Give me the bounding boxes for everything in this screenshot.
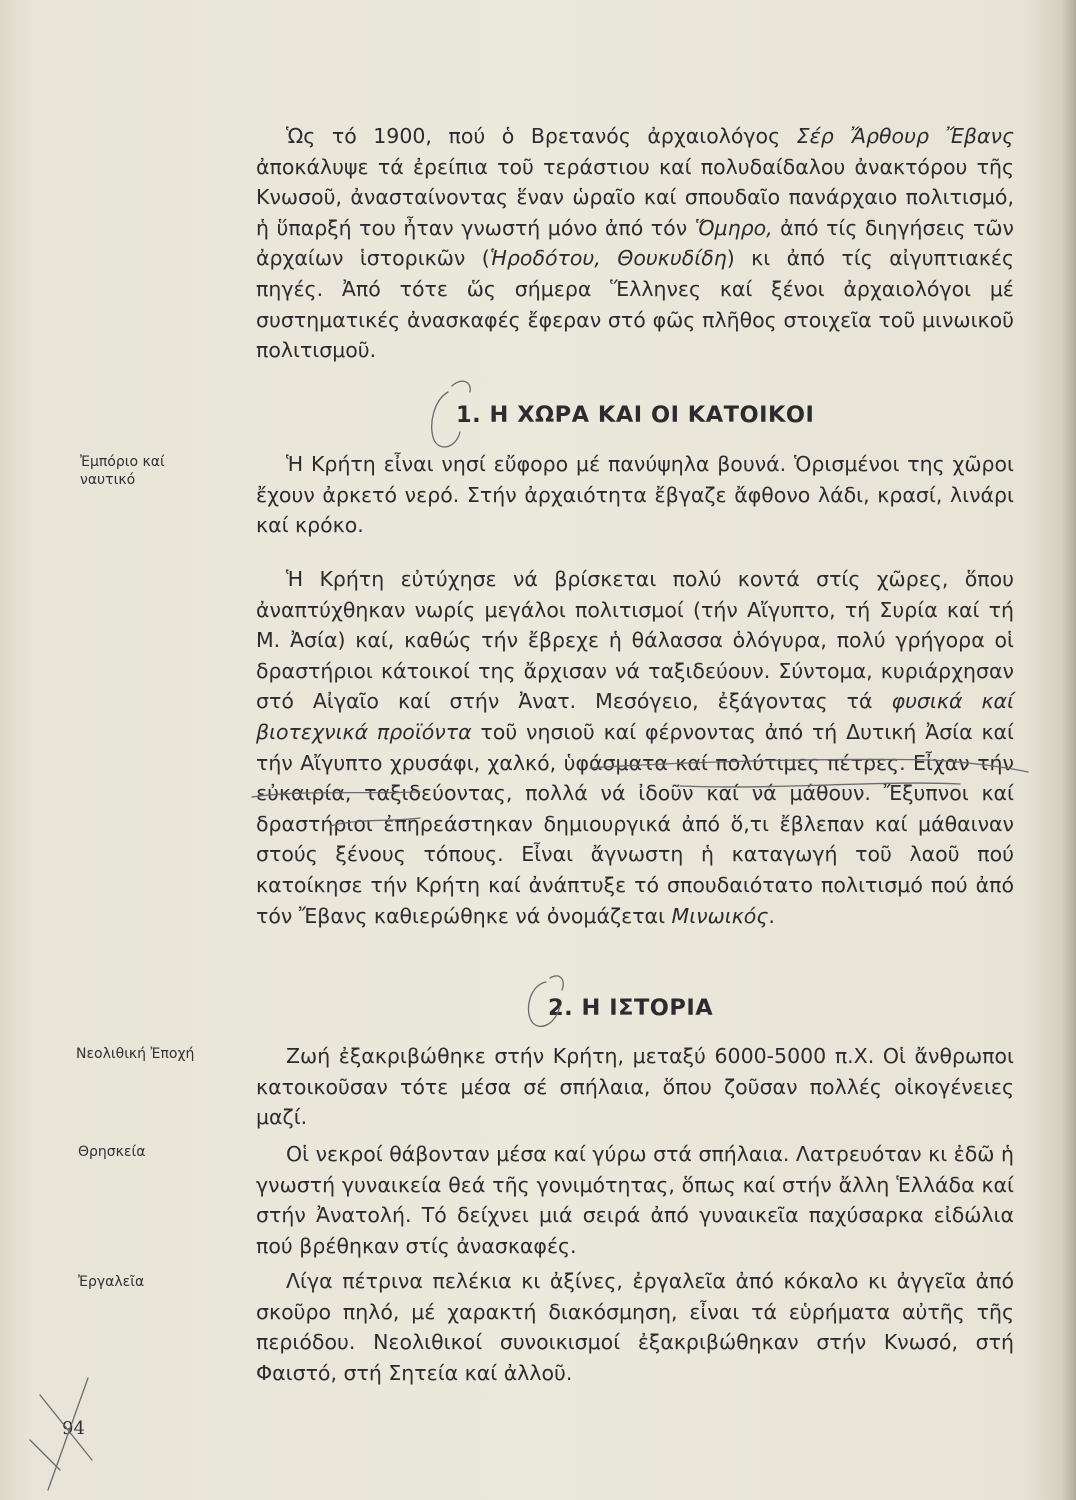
- pencil-strike-2: [680, 783, 960, 787]
- pencil-strike-1: [252, 792, 420, 797]
- section-2-paragraph-3: Λίγα πέτρινα πελέκια κι ἀξίνες, ἐργαλεῖα ἀπό κόκαλο κι ἀγγεῖα ἀπό σκοῦρο πηλό, μέ χαρακτή διακόσμηση, εἶναι τά εὑρήματα αὐτῆς τῆς περιόδου. Νεολιθικοί συνοικισμοί ἐξακριβώθηκαν στήν Κνωσό, στή Φαιστό, στή Σητεία καί ἀλλοῦ.: [256, 1269, 1014, 1385]
- section-2-heading: 2. Η ΙΣΤΟΡΙΑ: [548, 995, 714, 1021]
- margin-note-religion: Θρησκεία: [78, 1144, 146, 1160]
- section-1-heading: 1. Η ΧΩΡΑ ΚΑΙ ΟΙ ΚΑΤΟΙΚΟΙ: [456, 402, 815, 428]
- section-2-paragraph-2: Οἱ νεκροί θάβονταν μέσα καί γύρω στά σπήλαια. Λατρευόταν κι ἐδῶ ἡ γνωστή γυναικεία θεά τῆς γονιμότητας, ὅπως καί στήν ἄλλη Ἑλλάδα καί στήν Ἀνατολή. Τό δείχνει μιά σειρά ἀπό γυναικεῖα παχύσαρκα εἰδώλια πού βρέθηκαν στίς ἀνασκαφές.: [256, 1142, 1014, 1258]
- section-1-paragraph-1: Ἡ Κρήτη εἶναι νησί εὔφορο μέ πανύψηλα βουνά. Ὁρισμένοι της χῶροι ἔχουν ἀρκετό νερό. Στήν ἀρχαιότητα ἔβγαζε ἄφθονο λάδι, κρασί, λινάρι καί κρόκο.: [256, 452, 1014, 538]
- intro-name-evans: Σέρ Ἄρθουρ Ἔβανς: [796, 124, 1014, 148]
- pencil-circle-section-2: [528, 976, 563, 1026]
- pencil-x-mark: [30, 1378, 92, 1490]
- pencil-underline-1: [590, 759, 1028, 772]
- s1p2-text-3: .: [768, 903, 775, 928]
- intro-text-3: ἀπό τίς διηγήσεις τῶν ἀρχαίων ἱστορικῶν (: [256, 215, 1014, 271]
- margin-note-tools: Ἐργαλεῖα: [78, 1274, 145, 1290]
- s1p2-text-1: Ἡ Κρήτη εὐτύχησε νά βρίσκεται πολύ κοντά στίς χῶρες, ὅπου ἀναπτύχθηκαν νωρίς μεγάλοι πολιτισμοί (τήν Αἴγυπτο, τή Συρία καί τή Μ. Ἀσία) καί, καθώς τήν ἔβρεχε ἡ θάλασσα ὁλόγυρα, πολύ γρήγορα οἱ δραστήριοι κάτοικοί της ἄρχισαν νά ταξιδεύουν. Σύντομα, κυριάρχησαν στό Αἰγαῖο καί στήν Ἀνατ. Μεσόγειο, ἐξάγοντας τά: [256, 567, 1014, 714]
- s1p2-products: φυσικά καί βιοτεχνικά προϊόντα: [256, 689, 1014, 744]
- margin-note-neolithic: Νεολιθική Ἐποχή: [76, 1046, 195, 1062]
- pencil-circle-section-1: [432, 381, 471, 447]
- section-2-paragraph-1: Ζωή ἐξακριβώθηκε στήν Κρήτη, μεταξύ 6000-5000 π.Χ. Οἱ ἄνθρωποι κατοικοῦσαν τότε μέσα σέ σπήλαια, ὅπου ζοῦσαν πολλές οἰκογένειες μαζί.: [256, 1044, 1014, 1130]
- intro-names-historians: Ἡροδότου, Θουκυδίδη: [489, 246, 727, 271]
- intro-text-1: Ὡς τό 1900, πού ὁ Βρετανός ἀρχαιολόγος: [286, 124, 797, 148]
- pencil-strike-3: [330, 818, 420, 826]
- s1p2-text-2: τοῦ νησιοῦ καί φέρνοντας ἀπό τή Δυτική Ἀσία καί τήν Αἴγυπτο χρυσάφι, χαλκό, ὑφάσματα καί πολύτιμες πέτρες. Εἶχαν τήν εὐκαιρία, ταξιδεύοντας, πολλά νά ἰδοῦν καί νά μάθουν. Ἔξυπνοι καί δραστήριοι ἐπηρεάστηκαν δημιουργικά ἀπό ὅ,τι ἔβλεπαν καί μάθαιναν στούς ξένους τόπους. Εἶναι ἄγνωστη ἡ καταγωγή τοῦ λαοῦ πού κατοίκησε τήν Κρήτη καί ἀνάπτυξε τό σπουδαιότατο πολιτισμό πού ἀπό τόν Ἔβανς καθιερώθηκε νά ὀνομάζεται: [256, 719, 1014, 928]
- page-number: 94: [62, 1418, 85, 1439]
- s1p2-minoan: Μινωικός: [671, 903, 769, 928]
- intro-text-2: ἀποκάλυψε τά ἐρείπια τοῦ τεράστιου καί πολυδαίδαλου ἀνακτόρου τῆς Κνωσοῦ, ἀνασταίνοντας ἕναν ὡραῖο καί σπουδαῖο πανάρχαιο πολιτισμό, ἡ ὕπαρξή του ἦταν γνωστή μόνο ἀπό τόν: [256, 154, 1014, 240]
- intro-text-4: ) κι ἀπό τίς αἰγυπτιακές πηγές. Ἀπό τότε ὥς σήμερα Ἕλληνες καί ξένοι ἀρχαιολόγοι μέ συστηματικές ἀνασκαφές ἔφεραν στό φῶς πλῆθος στοιχεῖα τοῦ μινωικοῦ πολιτισμοῦ.: [256, 246, 1014, 363]
- margin-note-trade-line1: Ἐμπόριο καί: [80, 454, 165, 470]
- intro-name-homer: Ὅμηρο,: [694, 215, 773, 240]
- margin-note-trade-line2: ναυτικό: [80, 472, 136, 488]
